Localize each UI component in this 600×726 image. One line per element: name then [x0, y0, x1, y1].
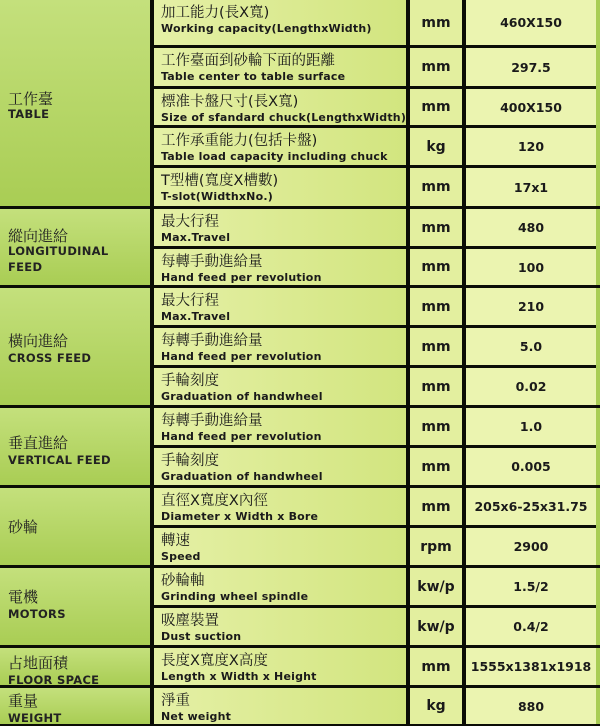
parameter-name-zh: 標准卡盤尺寸(長X寬) — [161, 94, 299, 110]
category-name-zh: 工作臺 — [8, 90, 54, 108]
category-name-zh: 電機 — [8, 588, 39, 606]
parameter-name-en: Hand feed per revolution — [161, 430, 322, 443]
category-name-en: FLOOR SPACE — [8, 673, 100, 687]
parameter-name-zh: 工作臺面到砂輪下面的距離 — [161, 53, 335, 69]
parameter-cell — [154, 688, 406, 724]
category-name-en: TABLE — [8, 107, 50, 121]
value-cell: 0.02 — [466, 368, 596, 405]
unit-cell: kw/p — [410, 568, 462, 605]
category-cell — [0, 0, 150, 206]
parameter-cell — [154, 608, 406, 645]
category-name-en: LONGITUDINAL FEED — [8, 244, 109, 274]
value-cell: 210 — [466, 288, 596, 325]
parameter-cell — [154, 288, 406, 325]
parameter-cell — [154, 209, 406, 246]
category-cell — [0, 568, 150, 645]
parameter-name-zh: 最大行程 — [161, 214, 219, 230]
unit-cell: mm — [410, 89, 462, 125]
parameter-name-en: Grinding wheel spindle — [161, 590, 309, 603]
parameter-name-zh: 直徑X寬度X內徑 — [161, 493, 268, 509]
value-cell: 0.4/2 — [466, 608, 596, 645]
parameter-name-en: Max.Travel — [161, 310, 231, 323]
parameter-cell — [154, 408, 406, 445]
value-cell: 297.5 — [466, 48, 596, 86]
parameter-cell — [154, 648, 406, 685]
category-name-zh: 砂輪 — [8, 518, 39, 536]
parameter-cell — [154, 368, 406, 405]
value-cell: 17x1 — [466, 168, 596, 206]
value-cell: 460X150 — [466, 0, 596, 45]
unit-cell: mm — [410, 368, 462, 405]
unit-cell: mm — [410, 0, 462, 45]
parameter-name-zh: 加工能力(長X寬) — [161, 5, 270, 21]
parameter-name-zh: 淨重 — [161, 693, 190, 709]
side-strip — [596, 209, 600, 285]
unit-cell: mm — [410, 408, 462, 445]
parameter-cell — [154, 328, 406, 365]
unit-cell: kg — [410, 128, 462, 165]
category-cell — [0, 408, 150, 485]
unit-cell: mm — [410, 288, 462, 325]
value-cell: 1555x1381x1918 — [466, 648, 596, 685]
parameter-cell — [154, 249, 406, 285]
parameter-cell — [154, 488, 406, 525]
unit-cell: mm — [410, 168, 462, 206]
parameter-name-en: Size of sfandard chuck(LengthxWidth) — [161, 111, 407, 124]
value-cell: 5.0 — [466, 328, 596, 365]
category-name-zh: 重量 — [8, 692, 39, 710]
category-name-en: MOTORS — [8, 607, 66, 621]
category-cell — [0, 488, 150, 565]
parameter-cell — [154, 568, 406, 605]
unit-cell: mm — [410, 328, 462, 365]
parameter-cell — [154, 168, 406, 206]
parameter-name-en: Graduation of handwheel — [161, 390, 323, 403]
parameter-name-zh: 每轉手動進給量 — [161, 254, 263, 270]
value-cell: 120 — [466, 128, 596, 165]
category-cell — [0, 288, 150, 405]
parameter-cell — [154, 528, 406, 565]
value-cell: 400X150 — [466, 89, 596, 125]
parameter-name-en: Table load capacity including chuck — [161, 150, 388, 163]
parameter-name-en: T-slot(WidthxNo.) — [161, 190, 273, 203]
parameter-name-zh: 每轉手動進給量 — [161, 333, 263, 349]
unit-cell: mm — [410, 648, 462, 685]
parameter-name-zh: 長度X寬度X高度 — [161, 653, 268, 669]
side-strip — [596, 688, 600, 724]
side-strip — [596, 0, 600, 206]
unit-cell: mm — [410, 249, 462, 285]
unit-cell: kg — [410, 688, 462, 724]
category-name-zh: 占地面積 — [8, 654, 69, 672]
parameter-cell — [154, 128, 406, 165]
parameter-name-zh: 工作承重能力(包括卡盤) — [161, 133, 318, 149]
parameter-name-zh: 手輪刻度 — [161, 373, 219, 389]
side-strip — [596, 288, 600, 405]
parameter-name-en: Hand feed per revolution — [161, 350, 322, 363]
category-name-en: WEIGHT — [8, 711, 62, 725]
side-strip — [596, 568, 600, 645]
value-cell: 2900 — [466, 528, 596, 565]
parameter-name-zh: 砂輪軸 — [161, 573, 205, 589]
parameter-name-en: Table center to table surface — [161, 70, 346, 83]
category-cell — [0, 688, 150, 724]
parameter-cell — [154, 48, 406, 86]
parameter-name-en: Working capacity(LengthxWidth) — [161, 22, 372, 35]
unit-cell: rpm — [410, 528, 462, 565]
value-cell: 480 — [466, 209, 596, 246]
parameter-name-en: Graduation of handwheel — [161, 470, 323, 483]
parameter-name-en: Max.Travel — [161, 231, 231, 244]
parameter-name-en: Speed — [161, 550, 201, 563]
value-cell: 1.0 — [466, 408, 596, 445]
value-cell: 880 — [466, 688, 596, 724]
parameter-name-en: Length x Width x Height — [161, 670, 317, 683]
unit-cell: mm — [410, 48, 462, 86]
value-cell: 1.5/2 — [466, 568, 596, 605]
category-cell — [0, 648, 150, 685]
parameter-cell — [154, 89, 406, 125]
unit-cell: kw/p — [410, 608, 462, 645]
value-cell: 100 — [466, 249, 596, 285]
side-strip — [596, 488, 600, 565]
category-name-zh: 縱向進給 — [8, 227, 69, 245]
parameter-cell — [154, 0, 406, 45]
parameter-name-zh: 轉速 — [161, 533, 190, 549]
category-name-en: CROSS FEED — [8, 351, 92, 365]
parameter-name-en: Net weight — [161, 710, 232, 723]
category-name-zh: 垂直進給 — [8, 434, 69, 452]
parameter-name-zh: 吸塵裝置 — [161, 613, 219, 629]
parameter-name-en: Diameter x Width x Bore — [161, 510, 319, 523]
side-strip — [596, 408, 600, 485]
parameter-name-en: Hand feed per revolution — [161, 271, 322, 284]
unit-cell: mm — [410, 448, 462, 485]
parameter-name-zh: 手輪刻度 — [161, 453, 219, 469]
value-cell: 205x6-25x31.75 — [466, 488, 596, 525]
category-cell — [0, 209, 150, 285]
side-strip — [596, 648, 600, 685]
parameter-name-zh: T型槽(寬度X槽數) — [161, 173, 279, 189]
parameter-name-en: Dust suction — [161, 630, 242, 643]
parameter-name-zh: 每轉手動進給量 — [161, 413, 263, 429]
category-name-en: VERTICAL FEED — [8, 453, 111, 467]
unit-cell: mm — [410, 209, 462, 246]
parameter-cell — [154, 448, 406, 485]
parameter-name-zh: 最大行程 — [161, 293, 219, 309]
value-cell: 0.005 — [466, 448, 596, 485]
category-name-zh: 橫向進給 — [8, 332, 69, 350]
unit-cell: mm — [410, 488, 462, 525]
